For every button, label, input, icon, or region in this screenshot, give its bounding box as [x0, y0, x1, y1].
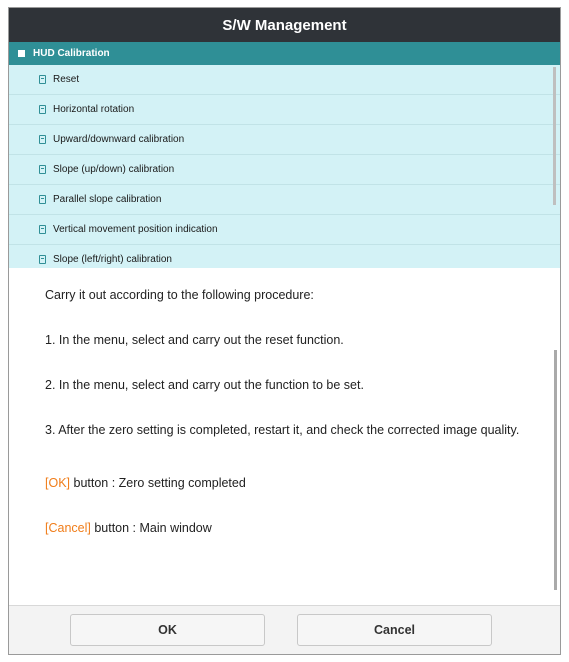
list-item-vertical-movement-position[interactable] [9, 215, 560, 245]
list-item-parallel-slope-calibration[interactable] [9, 185, 560, 215]
list-item-upward-downward-calibration[interactable] [9, 125, 560, 155]
cancel-tag: [Cancel] [45, 521, 91, 535]
list-item-slope-left-right-calibration[interactable] [9, 245, 560, 268]
list-item-label: Vertical movement position indication [53, 224, 218, 235]
section-header-hud-calibration[interactable] [9, 42, 560, 65]
cancel-description: button : Main window [90, 521, 212, 535]
list-item-label: Upward/downward calibration [53, 134, 185, 145]
document-icon [39, 165, 46, 174]
square-icon [18, 50, 25, 57]
dialog-footer [9, 605, 560, 654]
cancel-button[interactable]: Cancel [297, 614, 492, 646]
document-icon [39, 75, 46, 84]
list-item-label: Horizontal rotation [53, 104, 135, 115]
document-icon [39, 195, 46, 204]
list-scrollbar[interactable] [553, 67, 556, 205]
dialog-title: S/W Management [9, 8, 560, 42]
ok-description: button : Zero setting completed [70, 476, 246, 490]
sw-management-dialog [8, 7, 561, 655]
ok-tag: [OK] [45, 476, 71, 490]
document-icon [39, 225, 46, 234]
document-icon [39, 255, 46, 264]
step-1-text: 1. In the menu, select and carry out the reset function. [45, 333, 344, 347]
list-item-label: Reset [53, 74, 80, 85]
step-2-text: 2. In the menu, select and carry out the function to be set. [45, 378, 364, 392]
ok-button[interactable]: OK [70, 614, 265, 646]
content-scrollbar[interactable] [554, 350, 557, 590]
list-item-label: Parallel slope calibration [53, 194, 162, 205]
instructions-panel [9, 268, 560, 607]
document-icon [39, 105, 46, 114]
cancel-instruction [45, 519, 524, 537]
document-icon [39, 135, 46, 144]
ok-instruction [45, 474, 524, 492]
list-item-label: Slope (left/right) calibration [53, 254, 172, 265]
intro-text: Carry it out according to the following procedure: [45, 288, 314, 302]
section-title: HUD Calibration [33, 48, 110, 59]
list-item-reset[interactable] [9, 65, 560, 95]
list-item-horizontal-rotation[interactable] [9, 95, 560, 125]
calibration-list [9, 65, 560, 268]
step-3-text: 3. After the zero setting is completed, restart it, and check the corrected image quality. [45, 423, 520, 437]
list-item-label: Slope (up/down) calibration [53, 164, 175, 175]
list-item-slope-up-down-calibration[interactable] [9, 155, 560, 185]
